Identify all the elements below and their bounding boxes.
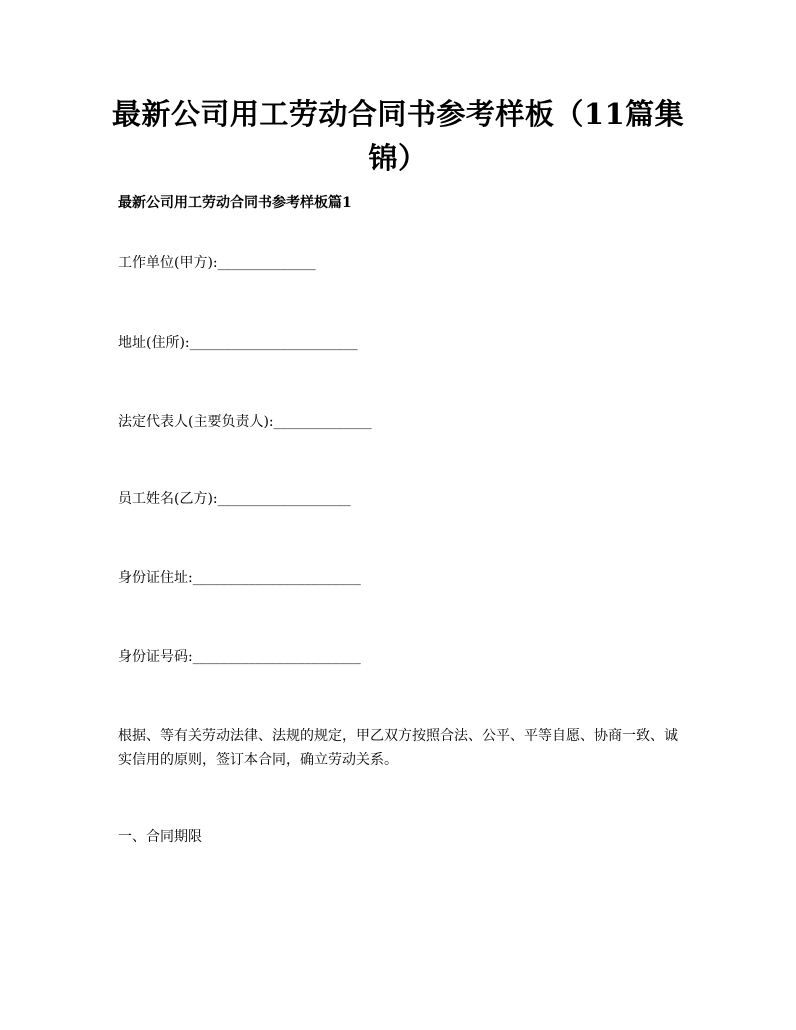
section-heading: 最新公司用工劳动合同书参考样板篇1 — [118, 195, 352, 211]
field-legal-representative: 法定代表人(主要负责人):______________ — [118, 414, 372, 430]
intro-paragraph: 根据、等有关劳动法律、法规的规定，甲乙双方按照合法、公平、平等自愿、协商一致、诚实信用的原则，签订本合同，确立劳动关系。 — [118, 728, 678, 768]
field-employee-name: 员工姓名(乙方):___________________ — [118, 491, 351, 507]
field-address: 地址(住所):________________________ — [118, 335, 358, 351]
field-id-number: 身份证号码:________________________ — [118, 649, 361, 665]
document-title: 最新公司用工劳动合同书参考样板（11篇集锦） — [111, 97, 685, 175]
field-id-address: 身份证住址:________________________ — [118, 570, 361, 586]
field-employer: 工作单位(甲方):______________ — [118, 255, 316, 271]
clause-heading-contract-term: 一、合同期限 — [118, 829, 202, 845]
